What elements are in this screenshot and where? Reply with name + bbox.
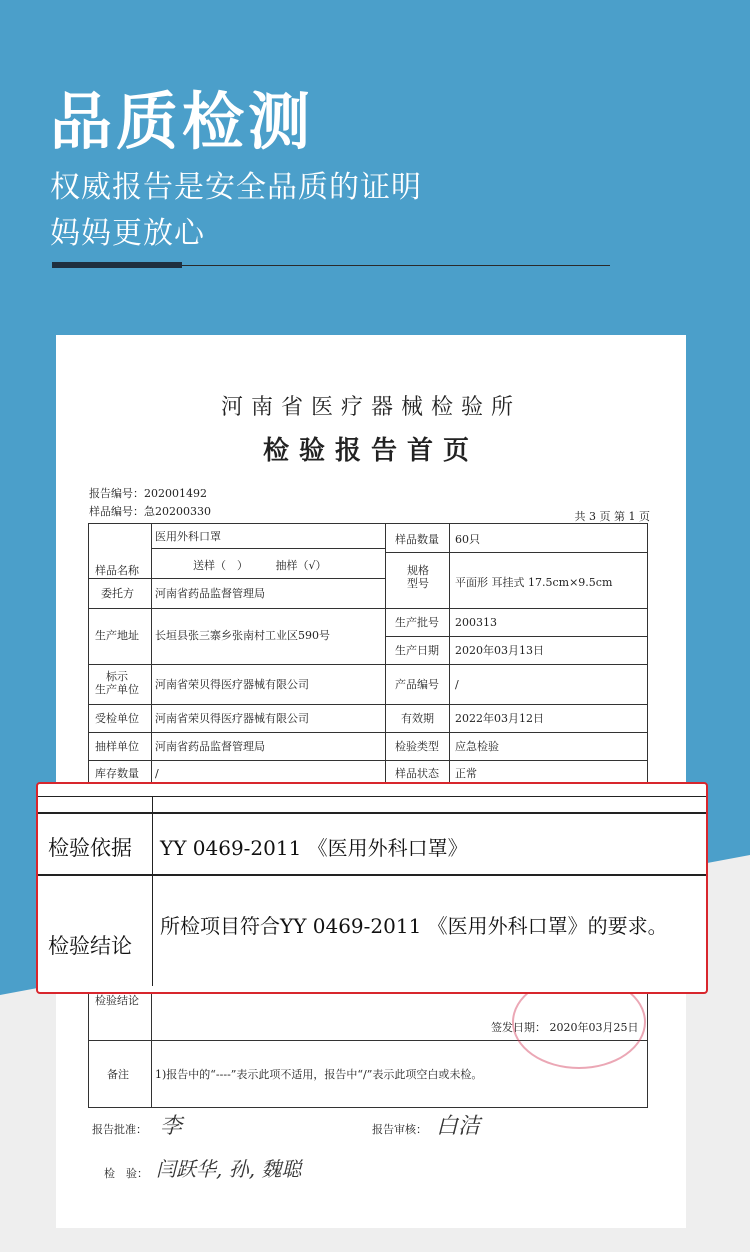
spec-value: 平面形 耳挂式 17.5cm×9.5cm [455, 576, 613, 589]
divider-accent [52, 262, 182, 268]
production-date-label: 生产日期 [395, 644, 439, 657]
production-date-value: 2020年03月13日 [455, 644, 544, 657]
batch-label: 生产批号 [395, 616, 439, 629]
remark-label: 备注 [107, 1068, 129, 1081]
product-code-value: / [455, 678, 459, 691]
conclusion-label: 检验结论 [95, 994, 139, 1007]
spec-label: 规格 型号 [407, 564, 429, 590]
approve-signature: 李 [160, 1114, 183, 1139]
inspection-type-value: 应急检验 [455, 740, 499, 753]
approve-label: 报告批准： [92, 1123, 147, 1136]
manufacturer-label: 标示 生产单位 [95, 670, 139, 696]
zoom-conclusion-label: 检验结论 [48, 934, 132, 958]
quantity-value: 60只 [455, 533, 480, 546]
remark-value: 1)报告中的“----”表示此项不适用，报告中“/”表示此项空白或未检。 [155, 1068, 483, 1081]
address-value: 长垣县张三寨乡张南村工业区590号 [155, 629, 330, 642]
sample-mode-value: 送样（ ） 抽样（√） [193, 559, 327, 572]
sampler-label: 抽样单位 [95, 740, 139, 753]
page-count: 共 3 页 第 1 页 [574, 510, 650, 523]
product-name-label: 样品名称 [95, 564, 139, 577]
address-label: 生产地址 [95, 629, 139, 642]
inspected-unit-label: 受检单位 [95, 712, 139, 725]
report-title: 检验报告首页 [262, 436, 479, 466]
product-name-value: 医用外科口罩 [155, 530, 221, 543]
inspected-unit-value: 河南省荣贝得医疗器械有限公司 [155, 712, 309, 725]
institution-name: 河南省医疗器械检验所 [220, 395, 521, 420]
client-value: 河南省药品监督管理局 [155, 587, 265, 600]
client-label: 委托方 [101, 587, 134, 600]
sign-date: 签发日期： 2020年03月25日 [491, 1021, 639, 1034]
product-code-label: 产品编号 [395, 678, 439, 691]
zoom-conclusion-value: 所检项目符合YY 0469-2011 《医用外科口罩》的要求。 [160, 914, 668, 938]
zoomed-conclusion-callout [36, 782, 708, 994]
batch-value: 200313 [455, 616, 497, 629]
inspector-label: 检 验： [104, 1167, 148, 1180]
validity-label: 有效期 [401, 712, 434, 725]
hero-subtitle-line1: 权威报告是安全品质的证明 [50, 170, 422, 205]
review-signature: 白洁 [436, 1114, 481, 1139]
sample-state-value: 正常 [455, 767, 477, 780]
quantity-label: 样品数量 [395, 533, 439, 546]
hero-title: 品质检测 [50, 85, 315, 158]
sampler-value: 河南省药品监督管理局 [155, 740, 265, 753]
zoom-basis-label: 检验依据 [48, 836, 132, 860]
stock-value: / [155, 767, 159, 780]
manufacturer-value: 河南省荣贝得医疗器械有限公司 [155, 678, 309, 691]
inspection-type-label: 检验类型 [395, 740, 439, 753]
hero-subtitle-line2: 妈妈更放心 [50, 216, 205, 251]
zoom-basis-value: YY 0469-2011 《医用外科口罩》 [160, 836, 468, 860]
sample-number: 样品编号：急20200330 [89, 505, 211, 518]
validity-value: 2022年03月12日 [455, 712, 544, 725]
inspector-signatures: 闫跃华, 孙, 魏聪 [156, 1157, 302, 1181]
review-label: 报告审核： [372, 1123, 427, 1136]
sample-state-label: 样品状态 [395, 767, 439, 780]
report-number: 报告编号：202001492 [89, 487, 207, 500]
stock-label: 库存数量 [95, 767, 139, 780]
